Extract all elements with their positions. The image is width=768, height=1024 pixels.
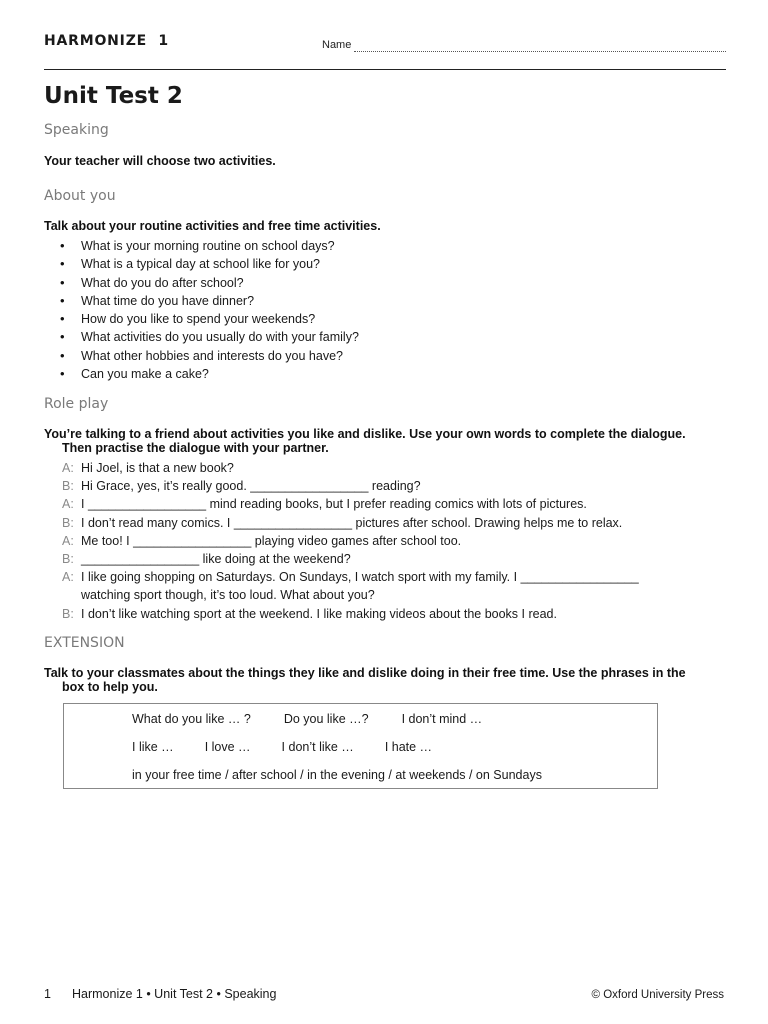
speaker-label: A: xyxy=(62,570,74,585)
dialogue-text: Hi Grace, yes, it’s really good. _________________ reading? xyxy=(81,479,421,494)
dialogue-line xyxy=(62,568,712,604)
list-item: • What is a typical day at school like for you? xyxy=(60,255,359,273)
phrase: I don’t mind … xyxy=(401,712,483,726)
dialogue-text: I like going shopping on Saturdays. On Sundays, I watch sport with my family. I _________________ watching sport though, it’s too loud. What about you? xyxy=(81,570,639,603)
copyright: © Oxford University Press xyxy=(591,989,724,1001)
roleplay-instruction-line2: Then practise the dialogue with your partner. xyxy=(62,441,329,455)
speaker-label: A: xyxy=(62,497,74,512)
about-instruction: Talk about your routine activities and free time activities. xyxy=(44,219,381,233)
phrase: I don’t like … xyxy=(281,740,354,754)
extension-instruction-line1: Talk to your classmates about the things they like and dislike doing in their free time. Use the phrases in the xyxy=(44,666,686,680)
dialogue-text: _________________ like doing at the weekend? xyxy=(81,552,351,567)
list-item: • What time do you have dinner? xyxy=(60,292,359,310)
section-heading-speaking: Speaking xyxy=(44,122,109,138)
page-header xyxy=(44,33,726,70)
phrase: What do you like … ? xyxy=(132,712,251,726)
section-heading-role-play: Role play xyxy=(44,396,109,412)
section-heading-extension: EXTENSION xyxy=(44,635,125,651)
dialogue-line xyxy=(62,514,712,532)
phrase-row xyxy=(132,740,463,754)
dialogue-text: Hi Joel, is that a new book? xyxy=(81,461,234,475)
name-label: Name xyxy=(322,39,352,51)
list-item: • What do you do after school? xyxy=(60,274,359,292)
dialogue-line xyxy=(62,495,712,513)
brand-logo: HARMONIZE 1 xyxy=(44,33,169,49)
speaker-label: B: xyxy=(62,479,74,494)
page-number: 1 xyxy=(44,987,51,1001)
speaker-label: B: xyxy=(62,606,74,621)
list-item: • Can you make a cake? xyxy=(60,365,359,383)
dialogue-line xyxy=(62,477,712,495)
speaker-label: B: xyxy=(62,515,74,530)
phrase: I hate … xyxy=(384,740,433,754)
dialogue-text: Me too! I _________________ playing video games after school too. xyxy=(81,533,462,548)
dialogue-line xyxy=(62,532,712,550)
dialogue-text: I don’t read many comics. I _________________ pictures after school. Drawing helps me to relax. xyxy=(81,515,623,530)
dialogue-list xyxy=(62,459,712,623)
speaker-label: A: xyxy=(62,461,74,475)
extension-instruction xyxy=(44,666,716,694)
phrase: I love … xyxy=(204,740,251,754)
page-footer xyxy=(44,987,276,1001)
extension-instruction-line2: box to help you. xyxy=(62,680,158,694)
roleplay-instruction-line1: You’re talking to a friend about activities you like and dislike. Use your own words to complete the dialogue. xyxy=(44,427,686,441)
list-item: • What other hobbies and interests do you have? xyxy=(60,347,359,365)
list-item: • What activities do you usually do with your family? xyxy=(60,328,359,346)
dialogue-text: I _________________ mind reading books, but I prefer reading comics with lots of pictures. xyxy=(81,497,587,512)
intro-instruction: Your teacher will choose two activities. xyxy=(44,154,276,168)
dialogue-line xyxy=(62,550,712,568)
speaker-label: A: xyxy=(62,533,74,548)
dialogue-line xyxy=(62,605,712,623)
name-field-line[interactable] xyxy=(354,51,726,52)
speaker-label: B: xyxy=(62,552,74,567)
phrase: Do you like …? xyxy=(283,712,369,726)
phrase-row xyxy=(132,768,542,782)
phrase-row xyxy=(132,712,515,726)
dialogue-text: I don’t like watching sport at the weekend. I like making videos about the books I read. xyxy=(81,606,557,621)
dialogue-line xyxy=(62,459,712,477)
phrase-box xyxy=(63,703,658,789)
page-title: Unit Test 2 xyxy=(44,83,183,109)
list-item: • How do you like to spend your weekends? xyxy=(60,310,359,328)
roleplay-instruction xyxy=(44,427,716,455)
phrase: I like … xyxy=(132,740,174,754)
footer-title: Harmonize 1 • Unit Test 2 • Speaking xyxy=(72,987,277,1001)
question-list xyxy=(60,237,359,383)
list-item: • What is your morning routine on school days? xyxy=(60,237,359,255)
phrase: in your free time / after school / in the evening / at weekends / on Sundays xyxy=(132,768,542,782)
section-heading-about-you: About you xyxy=(44,188,116,204)
